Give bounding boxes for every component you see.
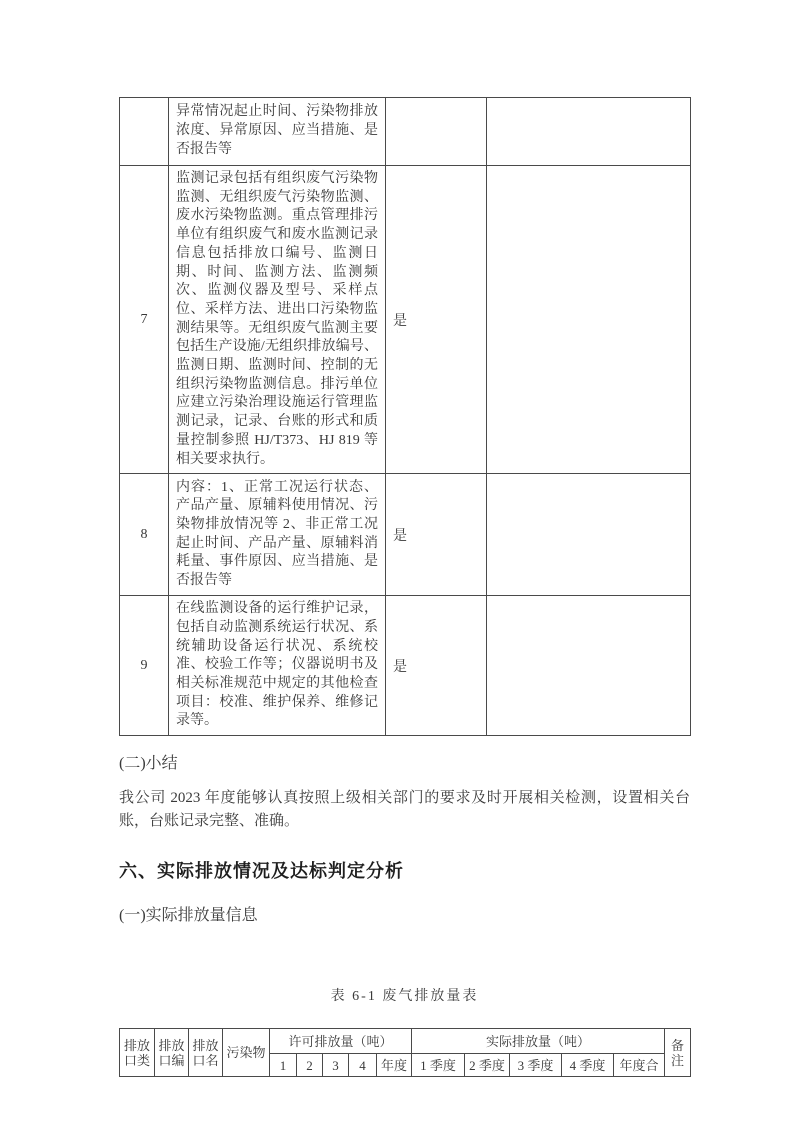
row-number-cell: 7 (120, 166, 169, 474)
col-actual-q3: 3 季度 (510, 1054, 562, 1077)
col-pollutant: 污染物 (223, 1029, 270, 1077)
section-subheading: (一)实际排放量信息 (119, 907, 258, 925)
col-permitted-year: 年度 (377, 1054, 412, 1077)
summary-paragraph: 我公司 2023 年度能够认真按照上级相关部门的要求及时开展相关检测，设置相关台账，台账记录完整、准确。 (119, 790, 690, 830)
col-remark: 备注 (665, 1029, 691, 1077)
gas-emission-table (119, 1028, 691, 1077)
row-number-cell: 9 (120, 596, 169, 736)
section-heading: 六、实际排放情况及达标判定分析 (119, 861, 404, 882)
page-content (119, 97, 690, 1077)
col-permitted-q2: 2 (297, 1054, 323, 1077)
row-content-cell: 异常情况起止时间、污染物排放浓度、异常原因、应当措施、是否报告等 (169, 98, 386, 166)
col-actual-q1: 1 季度 (412, 1054, 465, 1077)
row-number-cell (120, 98, 169, 166)
row-remark-cell (487, 474, 691, 596)
row-number-cell: 8 (120, 474, 169, 596)
col-outlet-code: 排放口编 (155, 1029, 189, 1077)
row-content-cell: 内容：1、正常工况运行状态、产品产量、原辅料使用情况、污染物排放情况等 2、非正常工况起止时间、产品产量、原辅料消耗量、事件原因、应当措施、是否报告等 (169, 474, 386, 596)
row-answer-cell: 是 (386, 166, 487, 474)
col-permitted-q3: 3 (323, 1054, 349, 1077)
col-actual-q2: 2 季度 (465, 1054, 510, 1077)
col-actual-q4: 4 季度 (562, 1054, 614, 1077)
row-answer-cell: 是 (386, 474, 487, 596)
emission-table-caption: 表 6-1 废气排放量表 (330, 989, 479, 1005)
emission-header-row-1 (120, 1029, 691, 1054)
col-outlet-name: 排放口名 (189, 1029, 223, 1077)
table-row-continued (120, 98, 691, 166)
col-permitted-q4: 4 (349, 1054, 377, 1077)
self-monitoring-checklist-table (119, 97, 691, 736)
row-answer-cell: 是 (386, 596, 487, 736)
row-answer-cell (386, 98, 487, 166)
col-permitted-q1: 1 (270, 1054, 297, 1077)
row-remark-cell (487, 98, 691, 166)
col-group-actual: 实际排放量（吨） (412, 1029, 665, 1054)
row-content-cell: 在线监测设备的运行维护记录，包括自动监测系统运行状况、系统辅助设备运行状况、系统校准、校验工作等；仪器说明书及相关标准规范中规定的其他检查项目：校准、维护保养、维修记录等。 (169, 596, 386, 736)
table-row-8 (120, 474, 691, 596)
row-remark-cell (487, 596, 691, 736)
col-outlet-type: 排放口类 (120, 1029, 155, 1077)
summary-heading: (二)小结 (119, 755, 178, 773)
col-actual-year-total: 年度合 (614, 1054, 665, 1077)
table-row-9 (120, 596, 691, 736)
col-group-permitted: 许可排放量（吨） (270, 1029, 412, 1054)
table-row-7 (120, 166, 691, 474)
row-remark-cell (487, 166, 691, 474)
row-content-cell: 监测记录包括有组织废气污染物监测、无组织废气污染物监测、废水污染物监测。重点管理排污单位有组织废气和废水监测记录信息包括排放口编号、监测日期、时间、监测方法、监测频次、监测仪器及型号、采样点位、采样方法、进出口污染物监测结果等。无组织废气监测主要包括生产设施/无组织排放编号、监测日期、监测时间、控制的无组织污染物监测信息。排污单位应建立污染治理设施运行管理监测记录，记录、台账的形式和质量控制参照 HJ/T373、HJ 819 等相关要求执行。 (169, 166, 386, 474)
